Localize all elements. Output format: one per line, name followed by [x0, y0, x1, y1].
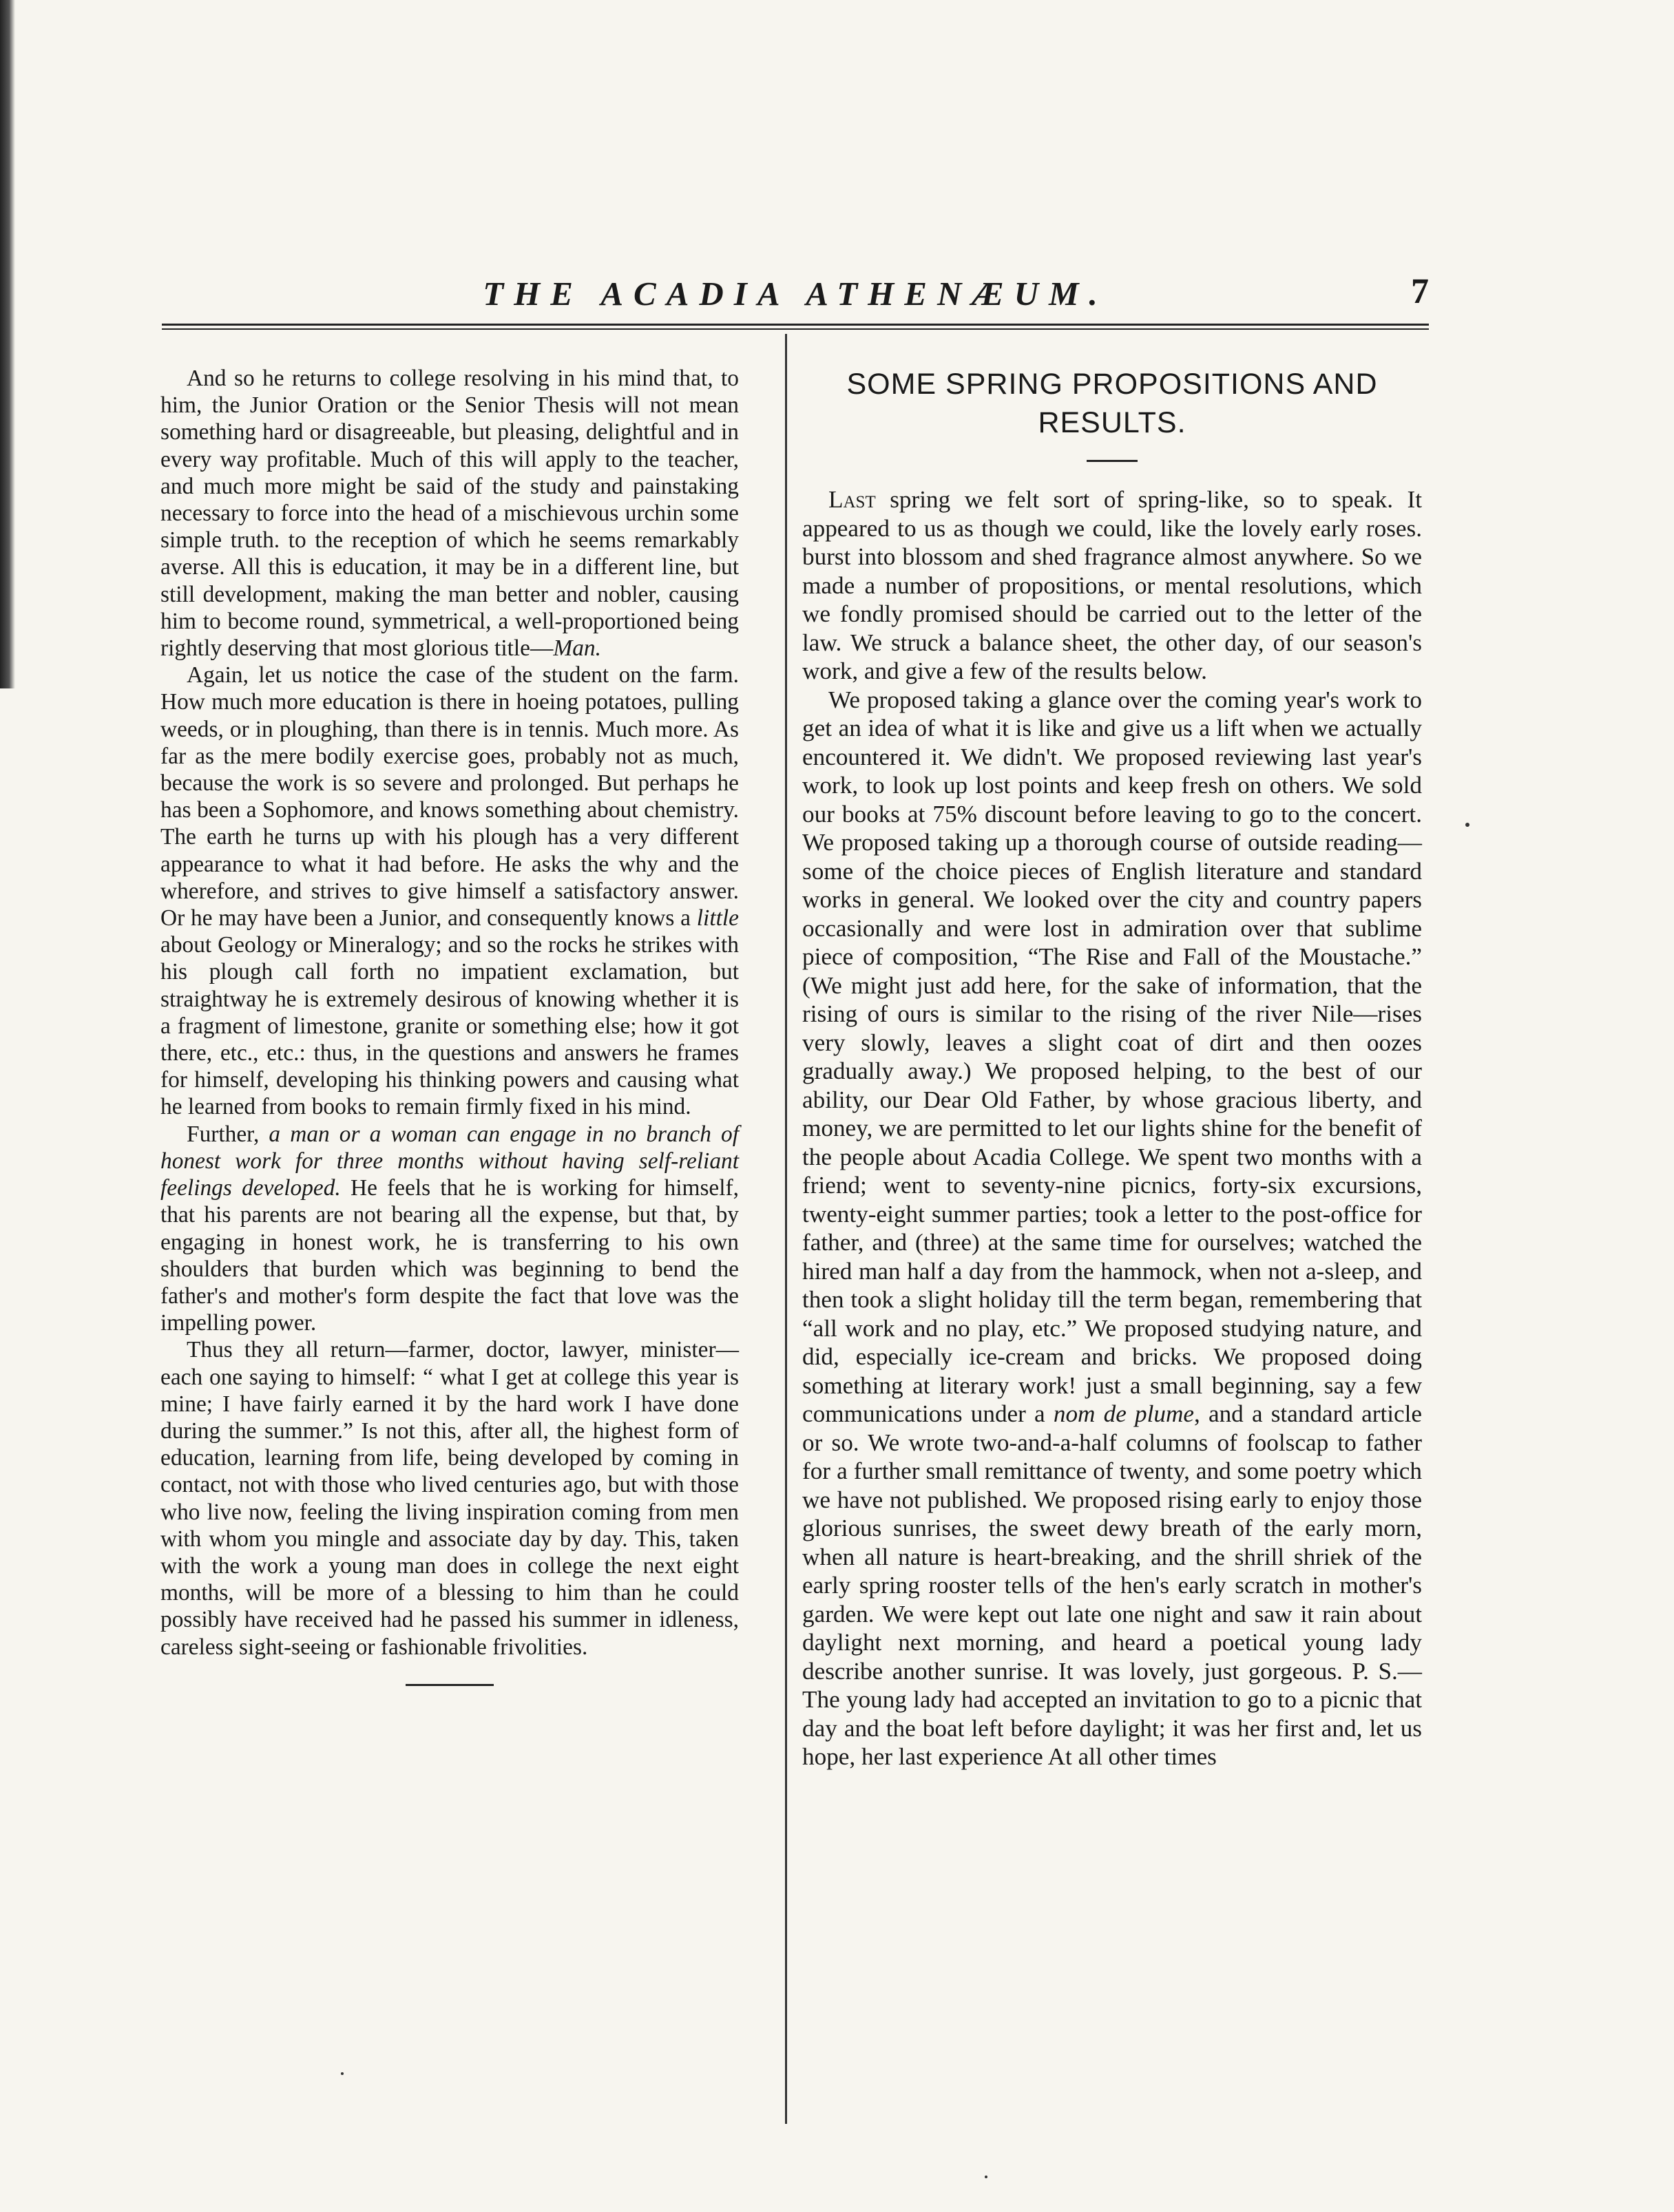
left-column — [160, 365, 739, 1686]
paragraph-text: We proposed taking a glance over the coming year's work to get an idea of what it is like and give us a lift when we actually encountered it. We didn't. We proposed reviewing last year's work, to look up lost points and keep fresh on others. We sold our books at 75% discount before leaving to go to the concert. We proposed taking up a thorough course of outside reading—some of the choice pieces of English literature and standard works in general. We looked over the city and country papers occasionally and were lost in admiration over that sublime piece of composition, “The Rise and Fall of the Moustache.” (We might just add here, for the sake of information, that the rising of ours is similar to the rising of the river Nile—rises very slowly, leaves a slight coat of dirt and then oozes gradually away.) We proposed helping, to the best of our ability, our Dear Old Father, by whose gracious liberty, and money, we are permitted to let our lights shine for the benefit of the people about Acadia College. We spent two months with a friend; went to seventy-nine picnics, forty-six excursions, twenty-eight summer parties; took a letter to the post-office for father, and (three) at the same time for ourselves; watched the hired man half a day from the hammock, when not a-sleep, and then took a slight holiday till the term began, remembering that “all work and no play, etc.” We proposed studying nature, and did, especially ice-cream and bricks. We proposed doing something at literary work! just a small beginning, say a few communications under a — [802, 686, 1422, 1427]
paragraph-text: Thus they all return—farmer, doctor, lawyer, minister—each one saying to himself: “ what I get at college this year is mine; I have fairly earned it by the hard work I have done during the summer.” Is not this, after all, the highest form of education, learning from life, being developed by coming in contact, not with those who lived centuries ago, but with those who live now, feeling the living inspiration coming from men with whom you mingle and associate day by day. This, taken with the work a young man does in college the next eight months, will be more of a blessing to him than he could possibly have received had he passed his summer in idleness, careless sight-seeing or fashionable frivolities. — [160, 1337, 739, 1660]
paragraph-text: Again, let us notice the case of the student on the farm. How much more education is there in hoeing potatoes, pulling weeds, or in ploughing, than there is in tennis. Much more. As far as the mere bodily exercise goes, probably not as much, because the work is so severe and prolonged. But perhaps he has been a Sophomore, and knows something about chemistry. The earth he turns up with his plough has a very different appearance to what it had before. He asks the why and the wherefore, and strives to give himself a satisfactory answer. Or he may have been a Junior, and consequently knows a — [160, 662, 739, 931]
article-title: SOME SPRING PROPOSITIONS AND RESULTS. — [846, 368, 1378, 439]
paragraph-text: Further, — [187, 1121, 260, 1147]
running-title: THE ACADIA ATHENÆUM. — [483, 275, 1108, 313]
page-number: 7 — [1411, 272, 1429, 311]
paragraph — [160, 662, 739, 1120]
ink-speck — [1465, 823, 1469, 827]
title-rule — [1087, 460, 1138, 462]
ink-speck — [341, 2072, 344, 2075]
article-end-rule — [406, 1684, 494, 1686]
italic-text: nom de plume — [1053, 1400, 1194, 1427]
paragraph-text: He feels that he is working for himself, that his parents are not bearing all the expense, but that, by engaging in honest work, he is transferring to his own shoulders that burden which was beginning to bend the father's and mother's form despite the fact that love was the impelling power. — [160, 1175, 739, 1336]
book-binding-edge — [0, 0, 15, 688]
paragraph-text: spring we felt sort of spring-like, so to speak. It appeared to us as though we could, like the lovely early roses. burst into blossom and shed fragrance almost anywhere. So we made a number of propositions, or mental resolutions, which we fondly promised should be carried out to the letter of the law. We struck a balance sheet, the other day, of our season's work, and give a few of the results below. — [802, 486, 1422, 684]
ink-speck — [985, 2176, 987, 2178]
lead-word: Last — [828, 486, 876, 513]
italic-text: Man. — [553, 635, 601, 662]
paragraph — [160, 1121, 739, 1337]
paragraph — [802, 485, 1422, 686]
italic-text: a man or a woman can engage in no branch of honest work for three months without having self-reliant feelings developed. — [160, 1121, 739, 1201]
paragraph-text: And so he returns to college resolving in his mind that, to him, the Junior Oration or the Senior Thesis will not mean something hard or disagreeable, but pleasing, delightful and in every way profitable. Much of this will apply to the teacher, and much more might be said of the study and painstaking necessary to force into the head of a mischievous urchin some simple truth. to the reception of which he seems remarkably averse. All this is education, it may be in a different line, but still development, making the man better and nobler, causing him to become round, symmetrical, a well-proportioned being rightly deserving that most glorious title— — [160, 366, 739, 662]
header-rule-secondary — [162, 328, 1429, 330]
paragraph — [160, 1336, 739, 1660]
italic-text: little — [696, 905, 739, 931]
column-divider — [785, 334, 787, 2124]
paragraph — [160, 365, 739, 662]
paragraph-text: about Geology or Mineralogy; and so the rocks he strikes with his plough call forth no impatient exclamation, but straightway he is extremely desirous of knowing whether it is a fragment of limestone, granite or something else; how it got there, etc., etc.: thus, in the questions and answers he frames for himself, developing his thinking powers and causing what he learned from books to remain firmly fixed in his mind. — [160, 932, 739, 1120]
right-column — [802, 365, 1422, 1771]
header-rule — [162, 324, 1429, 326]
page-header — [162, 274, 1429, 314]
paragraph-text: , and a standard article or so. We wrote two-and-a-half columns of foolscap to father for a further small remittance of twenty, and some poetry which we have not published. We proposed rising early to enjoy those glorious sunrises, the sweet dewy breath of the early morn, when all nature is heart-breaking, and the shrill shriek of the early spring rooster tells of the hen's early scratch in mother's garden. We were kept out late one night and saw it rain about daylight next morning, and heard a poetical young lady describe another sunrise. It was lovely, just gorgeous. P. S.—The young lady had accepted an invitation to go to a picnic that day and the boat left before daylight; it was her first and, let us hope, her last experience At all other times — [802, 1400, 1423, 1770]
paragraph — [802, 686, 1422, 1771]
